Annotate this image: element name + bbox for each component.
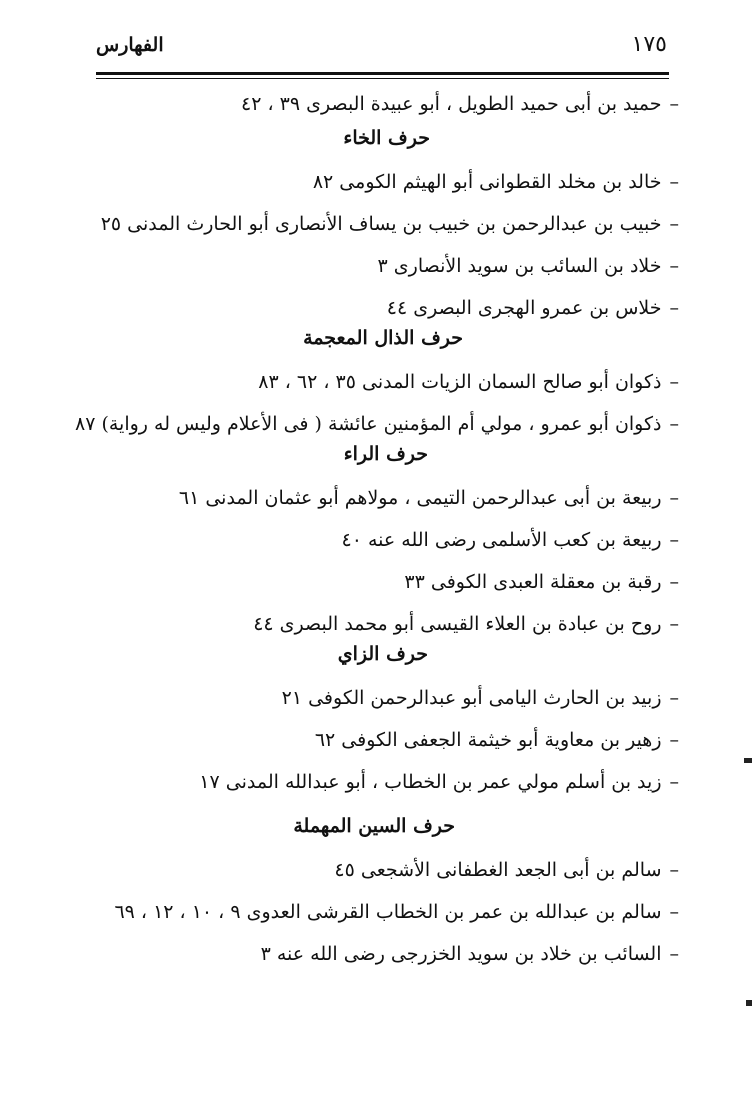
index-entry — [261, 940, 679, 968]
index-entry — [114, 898, 679, 926]
entry-dash: – — [669, 529, 679, 551]
entry-text: ربيعة بن أبى عبدالرحمن التيمى ، مولاهم أبو عثمان المدنى ٦١ — [178, 487, 662, 509]
index-entry — [75, 410, 679, 438]
index-entry — [334, 856, 679, 884]
entry-dash: – — [669, 687, 679, 709]
entry-dash: – — [669, 571, 679, 593]
entry-text: ربيعة بن كعب الأسلمى رضى الله عنه ٤٠ — [341, 529, 662, 551]
entry-text: خبيب بن عبدالرحمن بن خبيب بن يساف الأنصارى أبو الحارث المدنى ٢٥ — [100, 213, 662, 235]
scan-mark — [746, 1000, 752, 1006]
scan-mark — [744, 758, 752, 763]
entry-dash: – — [669, 771, 679, 793]
index-entry — [253, 610, 679, 638]
index-entry — [315, 726, 679, 754]
entry-text: ذكوان أبو عمرو ، مولي أم المؤمنين عائشة ( فى الأعلام وليس له رواية) ٨٧ — [74, 413, 662, 435]
letter-heading: حرف الخاء — [343, 127, 430, 149]
entry-text: رقبة بن معقلة العبدى الكوفى ٣٣ — [404, 571, 662, 593]
letter-heading: حرف الراء — [343, 443, 428, 465]
entry-dash: – — [669, 93, 679, 115]
entry-dash: – — [669, 413, 679, 435]
entry-text: سالم بن عبدالله بن عمر بن الخطاب القرشى العدوى ٩ ، ١٠ ، ١٢ ، ٦٩ — [114, 901, 662, 923]
entry-text: خلاد بن السائب بن سويد الأنصارى ٣ — [377, 255, 662, 277]
entry-text: خالد بن مخلد القطوانى أبو الهيثم الكومى ٨٢ — [312, 171, 662, 193]
entry-text: خلاس بن عمرو الهجرى البصرى ٤٤ — [386, 297, 662, 319]
page-number: ١٧٥ — [631, 32, 667, 57]
page-header — [96, 28, 667, 68]
entry-text: سالم بن أبى الجعد الغطفانى الأشجعى ٤٥ — [334, 859, 662, 881]
entry-dash: – — [669, 943, 679, 965]
index-entry — [378, 252, 679, 280]
entry-dash: – — [669, 255, 679, 277]
entry-text: زبيد بن الحارث اليامى أبو عبدالرحمن الكوفى ٢١ — [281, 687, 662, 709]
index-entry — [313, 168, 679, 196]
header-rule-thin — [96, 78, 669, 79]
entry-dash: – — [669, 213, 679, 235]
header-rule — [96, 72, 669, 75]
index-entry — [258, 368, 679, 396]
entry-dash: – — [669, 171, 679, 193]
letter-heading: حرف السين المهملة — [293, 815, 455, 837]
entry-text: حميد بن أبى حميد الطويل ، أبو عبيدة البصرى ٣٩ ، ٤٢ — [241, 93, 662, 115]
index-entry — [199, 768, 679, 796]
entry-dash: – — [669, 901, 679, 923]
index-entry — [241, 90, 679, 118]
index-entry — [101, 210, 679, 238]
index-entry — [179, 484, 679, 512]
entry-text: ذكوان أبو صالح السمان الزيات المدنى ٣٥ ، ٦٢ ، ٨٣ — [258, 371, 662, 393]
section-title: الفهارس — [96, 34, 164, 56]
entry-dash: – — [669, 729, 679, 751]
index-entry — [342, 526, 679, 554]
entry-dash: – — [669, 371, 679, 393]
entry-text: السائب بن خلاد بن سويد الخزرجى رضى الله عنه ٣ — [260, 943, 662, 965]
index-entry — [387, 294, 679, 322]
index-entry — [282, 684, 679, 712]
letter-heading: حرف الذال المعجمة — [303, 327, 463, 349]
letter-heading: حرف الزاي — [337, 643, 428, 665]
entry-dash: – — [669, 859, 679, 881]
index-entry — [404, 568, 679, 596]
entry-dash: – — [669, 613, 679, 635]
entry-text: زيد بن أسلم مولي عمر بن الخطاب ، أبو عبدالله المدنى ١٧ — [199, 771, 662, 793]
entry-dash: – — [669, 487, 679, 509]
entry-text: روح بن عبادة بن العلاء القيسى أبو محمد البصرى ٤٤ — [253, 613, 662, 635]
entry-dash: – — [669, 297, 679, 319]
entry-text: زهير بن معاوية أبو خيثمة الجعفى الكوفى ٦٢ — [314, 729, 662, 751]
